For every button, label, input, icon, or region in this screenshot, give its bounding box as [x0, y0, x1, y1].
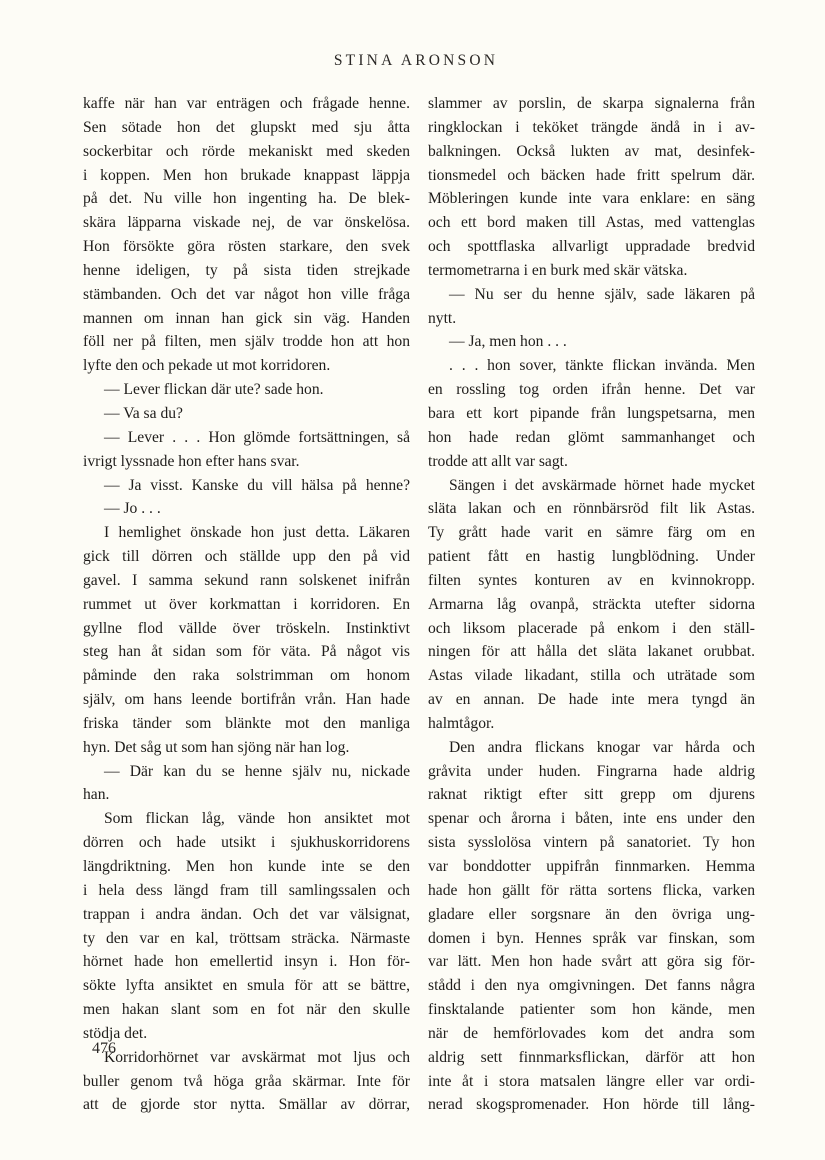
text-line: nytt. — [428, 309, 457, 327]
text-line: — Där kan du se henne själv nu, nickade — [104, 762, 410, 780]
text-line: Ty grått hade varit en sämre färg om en — [428, 524, 755, 542]
text-line: sökte lyfta ansiktet en smula för att se bättre, — [83, 977, 410, 995]
text-line: ningen för att hålla det släta lakanet orubbat. — [428, 643, 755, 661]
text-line: Den andra flickans knogar var hårda och — [449, 738, 755, 756]
text-line: Som flickan låg, vände hon ansiktet mot — [104, 810, 410, 828]
text-line: — Nu ser du henne själv, sade läkaren på — [449, 285, 755, 303]
text-line: sista sysslolösa vintern på sanatoriet. Ty hon — [428, 834, 755, 852]
text-line: Sängen i det avskärmade hörnet hade mycket — [449, 476, 755, 494]
text-line: längdriktning. Men hon kunde inte se den — [83, 858, 410, 875]
right-text-column — [428, 92, 755, 1117]
text-line: . . . hon sover, tänkte flickan invända. Men — [449, 357, 755, 375]
text-line: stödja det. — [83, 1024, 148, 1042]
text-line: ty den var en kal, tröttsam sträcka. Närmaste — [83, 929, 410, 947]
text-line: — Va sa du? — [104, 404, 183, 422]
text-line: mannen om innan han gick sin väg. Handen — [83, 309, 410, 327]
text-line: och ett bord maken till Astas, med vattenglas — [428, 214, 755, 232]
text-line: finsktalande patienter som hon kände, men — [428, 1001, 755, 1019]
text-line: släta lakan och en rönnbärsröd filt lik Astas. — [428, 500, 755, 518]
text-line: trodde att allt var sagt. — [428, 452, 568, 470]
text-line: domen i byn. Hennes språk var finskan, som — [428, 929, 755, 947]
text-line: — Lever . . . Hon glömde fortsättningen, så — [104, 428, 410, 446]
text-line: patient fått en hastig lungblödning. Under — [428, 548, 755, 566]
text-line: Sen sötade hon det glupskt med sju åtta — [83, 118, 410, 136]
text-line: på det. Nu ville hon ingenting ha. De blek- — [83, 190, 410, 208]
text-line: filten syntes konturen av en kvinnokropp. — [428, 571, 755, 589]
text-line: inte åt i stora matsalen längre eller var ordi- — [428, 1072, 755, 1090]
text-line: Astas vilade likadant, stilla och uträtade som — [428, 667, 755, 685]
text-line: Möbleringen kunde inte vara enklare: en säng — [428, 190, 755, 208]
text-line: henne ideligen, ty på sista tiden strejkade — [83, 261, 410, 279]
text-line: trappan i andra ändan. Och det var välsignat, — [83, 905, 410, 923]
text-line: hon hade redan glömt sammanhanget och — [428, 428, 755, 446]
text-line: balkningen. Också lukten av mat, desinfek- — [428, 142, 755, 160]
text-line: gyllne flod vällde över tröskeln. Instinktivt — [83, 619, 410, 637]
text-line: gråvita under huden. Fingrarna hade aldrig — [428, 762, 755, 780]
text-line: påminde den raka solstrimman om honom — [83, 667, 410, 685]
text-line: — Jo . . . — [104, 500, 161, 518]
text-line: var bonddotter uppifrån finnmarken. Hemma — [428, 858, 755, 875]
text-line: kaffe när han var enträgen och frågade henne. — [83, 95, 410, 112]
text-line: aldrig sett finnmarksflickan, därför att hon — [428, 1048, 755, 1066]
text-line: stådd i den nya omgivningen. Det fanns några — [428, 977, 755, 995]
text-line: I hemlighet önskade hon just detta. Läkaren — [104, 524, 410, 542]
text-line: att de gjorde stor nytta. Smällar av dörrar, — [83, 1096, 410, 1114]
text-line: en rossling tog orden ifrån henne. Det var — [428, 381, 755, 399]
text-line: raknat riktigt efter sitt grepp om djurens — [428, 786, 755, 804]
text-line: och spottflaska allvarligt uppradade bredvid — [428, 238, 755, 256]
text-line: slammer av porslin, de skarpa signalerna från — [428, 95, 755, 112]
text-line: gladare eller sorgsnare än den övriga ung- — [428, 905, 755, 923]
text-line: rummet ut över korkmattan i korridoren. En — [83, 595, 410, 613]
text-line: ivrigt lyssnade hon efter hans svar. — [83, 452, 300, 470]
text-line: han. — [83, 786, 110, 804]
text-line: av en annan. De hade inte mera tyngd än — [428, 691, 755, 709]
text-line: nerad skogspromenader. Hon hörde till lång- — [428, 1096, 755, 1114]
text-line: termometrarna i en burk med skär vätska. — [428, 261, 688, 279]
running-head-author: STINA ARONSON — [333, 52, 499, 69]
text-line: — Ja visst. Kanske du vill hälsa på henne? — [104, 476, 410, 494]
text-line: hade hon gällt för rätta sortens flicka, varken — [428, 881, 755, 899]
text-line: själv, om hans leende bortifrån vrån. Han hade — [83, 691, 410, 709]
text-line: när de hemförlovades kom det andra som — [428, 1024, 755, 1042]
text-line: gick till dörren och ställde upp den på vid — [83, 548, 410, 566]
text-line: — Lever flickan där ute? sade hon. — [104, 381, 324, 399]
text-line: — Ja, men hon . . . — [449, 333, 567, 351]
text-line: Korridorhörnet var avskärmat mot ljus och — [104, 1048, 410, 1066]
text-line: hyn. Det såg ut som han sjöng när han log. — [83, 738, 350, 756]
text-line: lyfte den och pekade ut mot korridoren. — [83, 357, 331, 375]
text-line: friska tänder som blänkte mot den manliga — [83, 714, 410, 732]
page-number: 476 — [92, 1040, 116, 1057]
text-line: skära läpparna viskade nej, de var önskelösa. — [83, 214, 410, 232]
text-line: föll ner på filten, men själv trodde hon att hon — [83, 333, 410, 351]
text-line: steg han åt sidan som för väta. På något vis — [83, 643, 410, 661]
text-line: men hakan slant som en fot när den skulle — [83, 1001, 410, 1019]
text-line: hörnet hade hon emellertid insyn i. Hon för- — [83, 953, 410, 971]
text-line: Armarna låg ovanpå, sträckta utefter sidorna — [428, 595, 755, 613]
text-line: tionsmedel och bäcken hade fritt spelrum där. — [428, 166, 755, 184]
text-line: buller genom två höga gråa skärmar. Inte för — [83, 1072, 410, 1090]
text-line: Hon försökte göra rösten starkare, den svek — [83, 238, 410, 256]
text-line: i koppen. Men hon brukade knappast läppja — [83, 166, 410, 184]
text-line: och liksom placerade på enkom i den ställ- — [428, 619, 755, 637]
text-line: stämbanden. Och det var något hon ville fråga — [83, 285, 410, 303]
text-line: halmtågor. — [428, 714, 495, 732]
text-line: ringklockan i teköket trängde ändå in i av- — [428, 118, 755, 136]
text-line: gavel. I samma sekund rann solskenet inifrån — [83, 571, 410, 589]
text-line: dörren och hade utsikt i sjukhuskorridorens — [83, 834, 410, 852]
text-line: spenar och årorna i båten, inte ens under den — [428, 810, 755, 828]
text-line: sockerbitar och rörde mekaniskt med skeden — [83, 142, 410, 160]
text-line: bara ett kort pipande från lungspetsarna, men — [428, 404, 755, 422]
text-line: var lätt. Men hon hade svårt att göra sig för- — [428, 953, 755, 971]
left-text-column — [83, 92, 410, 1117]
text-line: i hela dess längd fram till samlingssalen och — [83, 881, 410, 899]
